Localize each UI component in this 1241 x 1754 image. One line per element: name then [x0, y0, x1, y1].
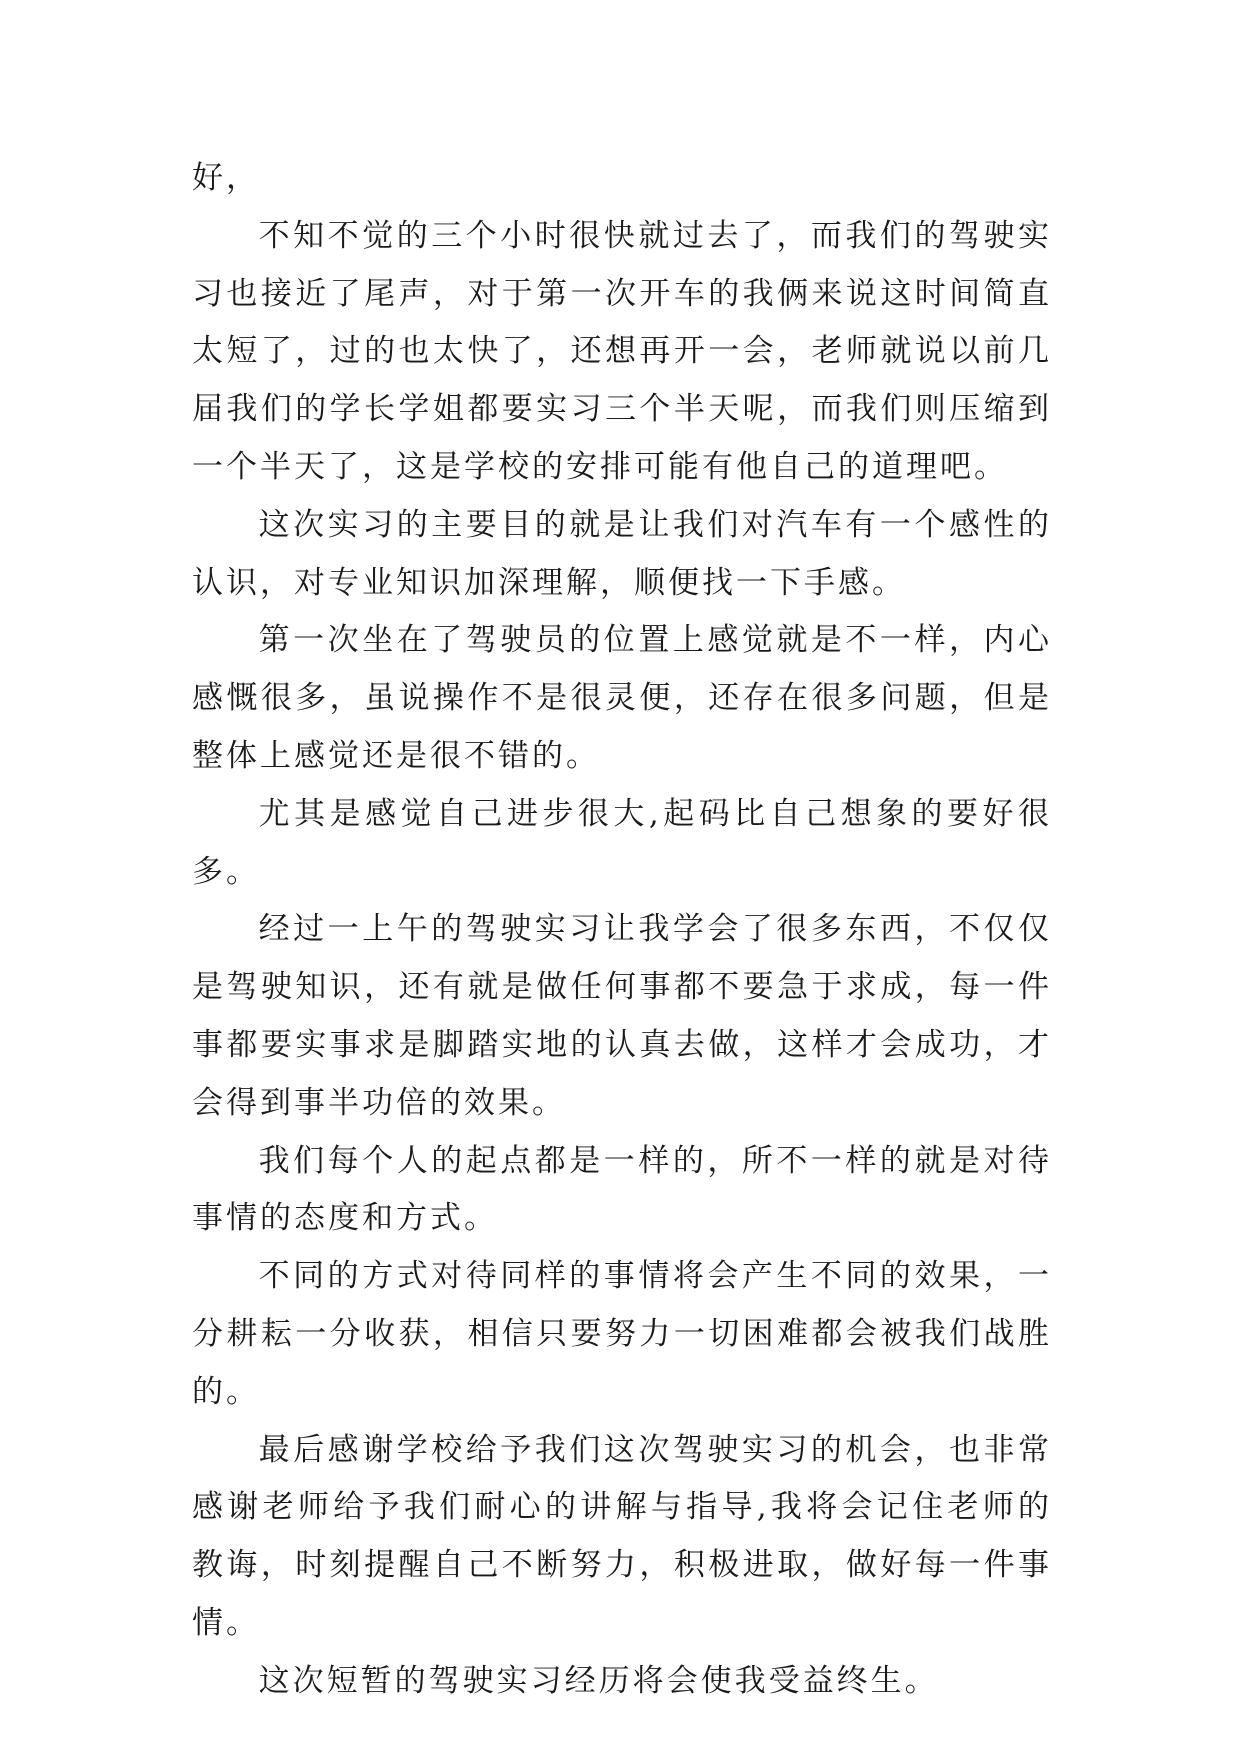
paragraph-4: 第一次坐在了驾驶员的位置上感觉就是不一样，内心感慨很多，虽说操作不是很灵便，还存在很多问题，但是整体上感觉还是很不错的。	[192, 622, 1052, 774]
paragraph-8: 不同的方式对待同样的事情将会产生不同的效果，一分耕耘一分收获，相信只要努力一切困难都会被我们战胜的。	[192, 1258, 1052, 1410]
paragraph-7: 我们每个人的起点都是一样的，所不一样的就是对待事情的态度和方式。	[192, 1142, 1052, 1237]
paragraph-5: 尤其是感觉自己进步很大,起码比自己想象的要好很多。	[192, 795, 1052, 890]
paragraph-2: 不知不觉的三个小时很快就过去了，而我们的驾驶实习也接近了尾声，对于第一次开车的我俩来说这时间简直太短了，过的也太快了，还想再开一会，老师就说以前几届我们的学长学姐都要实习三个半天呢，而我们则压缩到一个半天了，这是学校的安排可能有他自己的道理吧。	[192, 217, 1052, 485]
paragraph-10: 这次短暂的驾驶实习经历将会使我受益终生。	[258, 1662, 939, 1699]
paragraph-6: 经过一上午的驾驶实习让我学会了很多东西，不仅仅是驾驶知识，还有就是做任何事都不要急于求成，每一件事都要实事求是脚踏实地的认真去做，这样才会成功，才会得到事半功倍的效果。	[192, 911, 1052, 1121]
paragraph-9: 最后感谢学校给予我们这次驾驶实习的机会，也非常感谢老师给予我们耐心的讲解与指导,我将会记住老师的教诲，时刻提醒自己不断努力，积极进取，做好每一件事情。	[192, 1431, 1052, 1641]
paragraph-3: 这次实习的主要目的就是让我们对汽车有一个感性的认识，对专业知识加深理解，顺便找一下手感。	[192, 506, 1052, 601]
document-body	[192, 150, 1052, 1711]
paragraph-1: 好，	[192, 160, 260, 196]
